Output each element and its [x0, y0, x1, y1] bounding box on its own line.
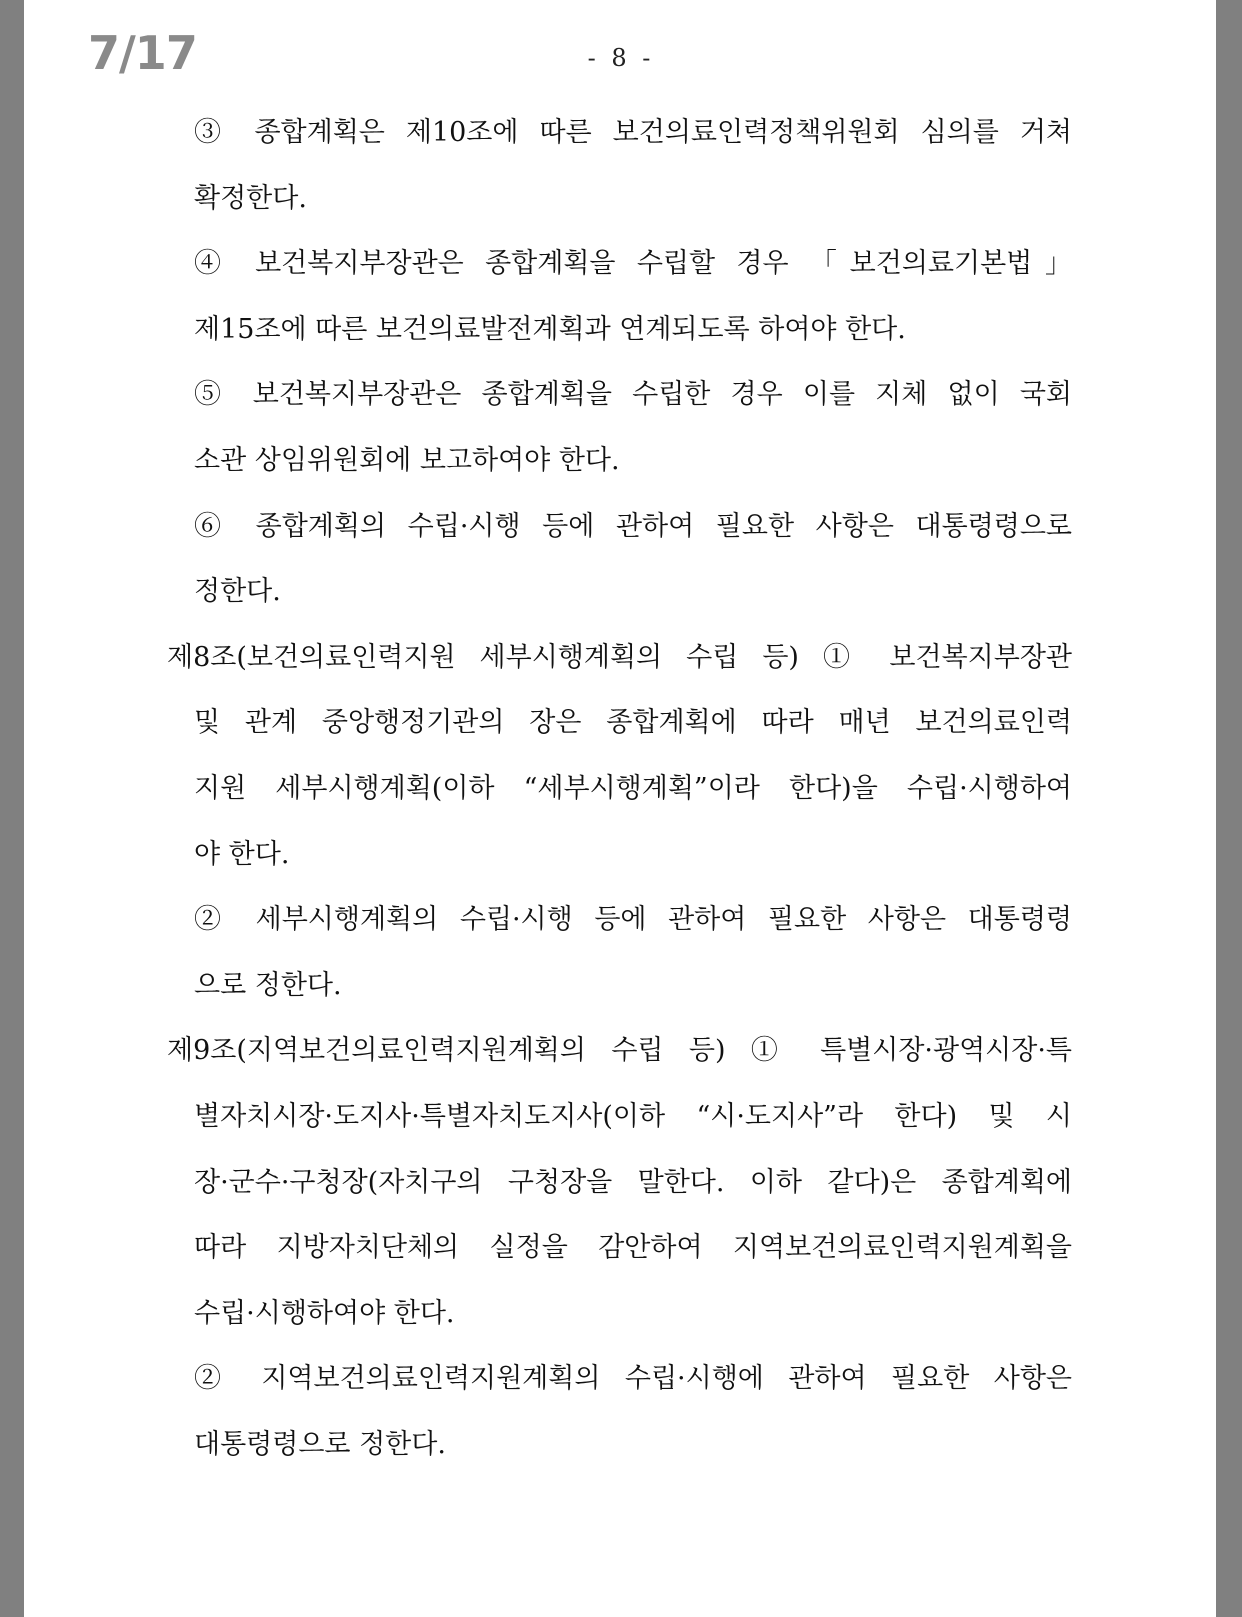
- text-line: ③ 종합계획은 제10조에 따른 보건의료인력정책위원회 심의를 거쳐: [194, 117, 1072, 148]
- text-line: ④ 보건복지부장관은 종합계획을 수립할 경우 「보건의료기본법」: [194, 248, 1072, 279]
- text-line: ② 세부시행계획의 수립·시행 등에 관하여 필요한 사항은 대통령령: [194, 904, 1072, 935]
- article-heading: 제9조(지역보건의료인력지원계획의 수립 등) ① 특별시장·광역시장·특: [167, 1035, 1072, 1066]
- text-line: 으로 정한다.: [194, 970, 342, 1001]
- page-counter: 7/17: [88, 26, 197, 80]
- text-line: 지원 세부시행계획(이하 “세부시행계획”이라 한다)을 수립·시행하여: [194, 773, 1072, 804]
- text-line: 야 한다.: [194, 839, 290, 870]
- text-line: 별자치시장·도지사·특별자치도지사(이하 “시·도지사”라 한다) 및 시: [194, 1101, 1072, 1132]
- text-line: 수립·시행하여야 한다.: [194, 1298, 455, 1329]
- text-line: 소관 상임위원회에 보고하여야 한다.: [194, 445, 620, 476]
- text-line: ⑥ 종합계획의 수립·시행 등에 관하여 필요한 사항은 대통령령으로: [194, 511, 1072, 542]
- text-line: 제15조에 따른 보건의료발전계획과 연계되도록 하여야 한다.: [194, 314, 906, 345]
- text-line: 따라 지방자치단체의 실정을 감안하여 지역보건의료인력지원계획을: [194, 1232, 1072, 1263]
- article-heading: 제8조(보건의료인력지원 세부시행계획의 수립 등) ① 보건복지부장관: [167, 642, 1072, 673]
- page-number: - 8 -: [587, 44, 655, 72]
- text-line: ② 지역보건의료인력지원계획의 수립·시행에 관하여 필요한 사항은: [194, 1363, 1072, 1394]
- text-line: 확정한다.: [194, 183, 307, 214]
- text-line: 장·군수·구청장(자치구의 구청장을 말한다. 이하 같다)은 종합계획에: [194, 1167, 1072, 1198]
- text-line: 대통령령으로 정한다.: [194, 1429, 446, 1460]
- text-line: 및 관계 중앙행정기관의 장은 종합계획에 따라 매년 보건의료인력: [194, 707, 1072, 738]
- text-line: 정한다.: [194, 576, 281, 607]
- text-line: ⑤ 보건복지부장관은 종합계획을 수립한 경우 이를 지체 없이 국회: [194, 379, 1072, 410]
